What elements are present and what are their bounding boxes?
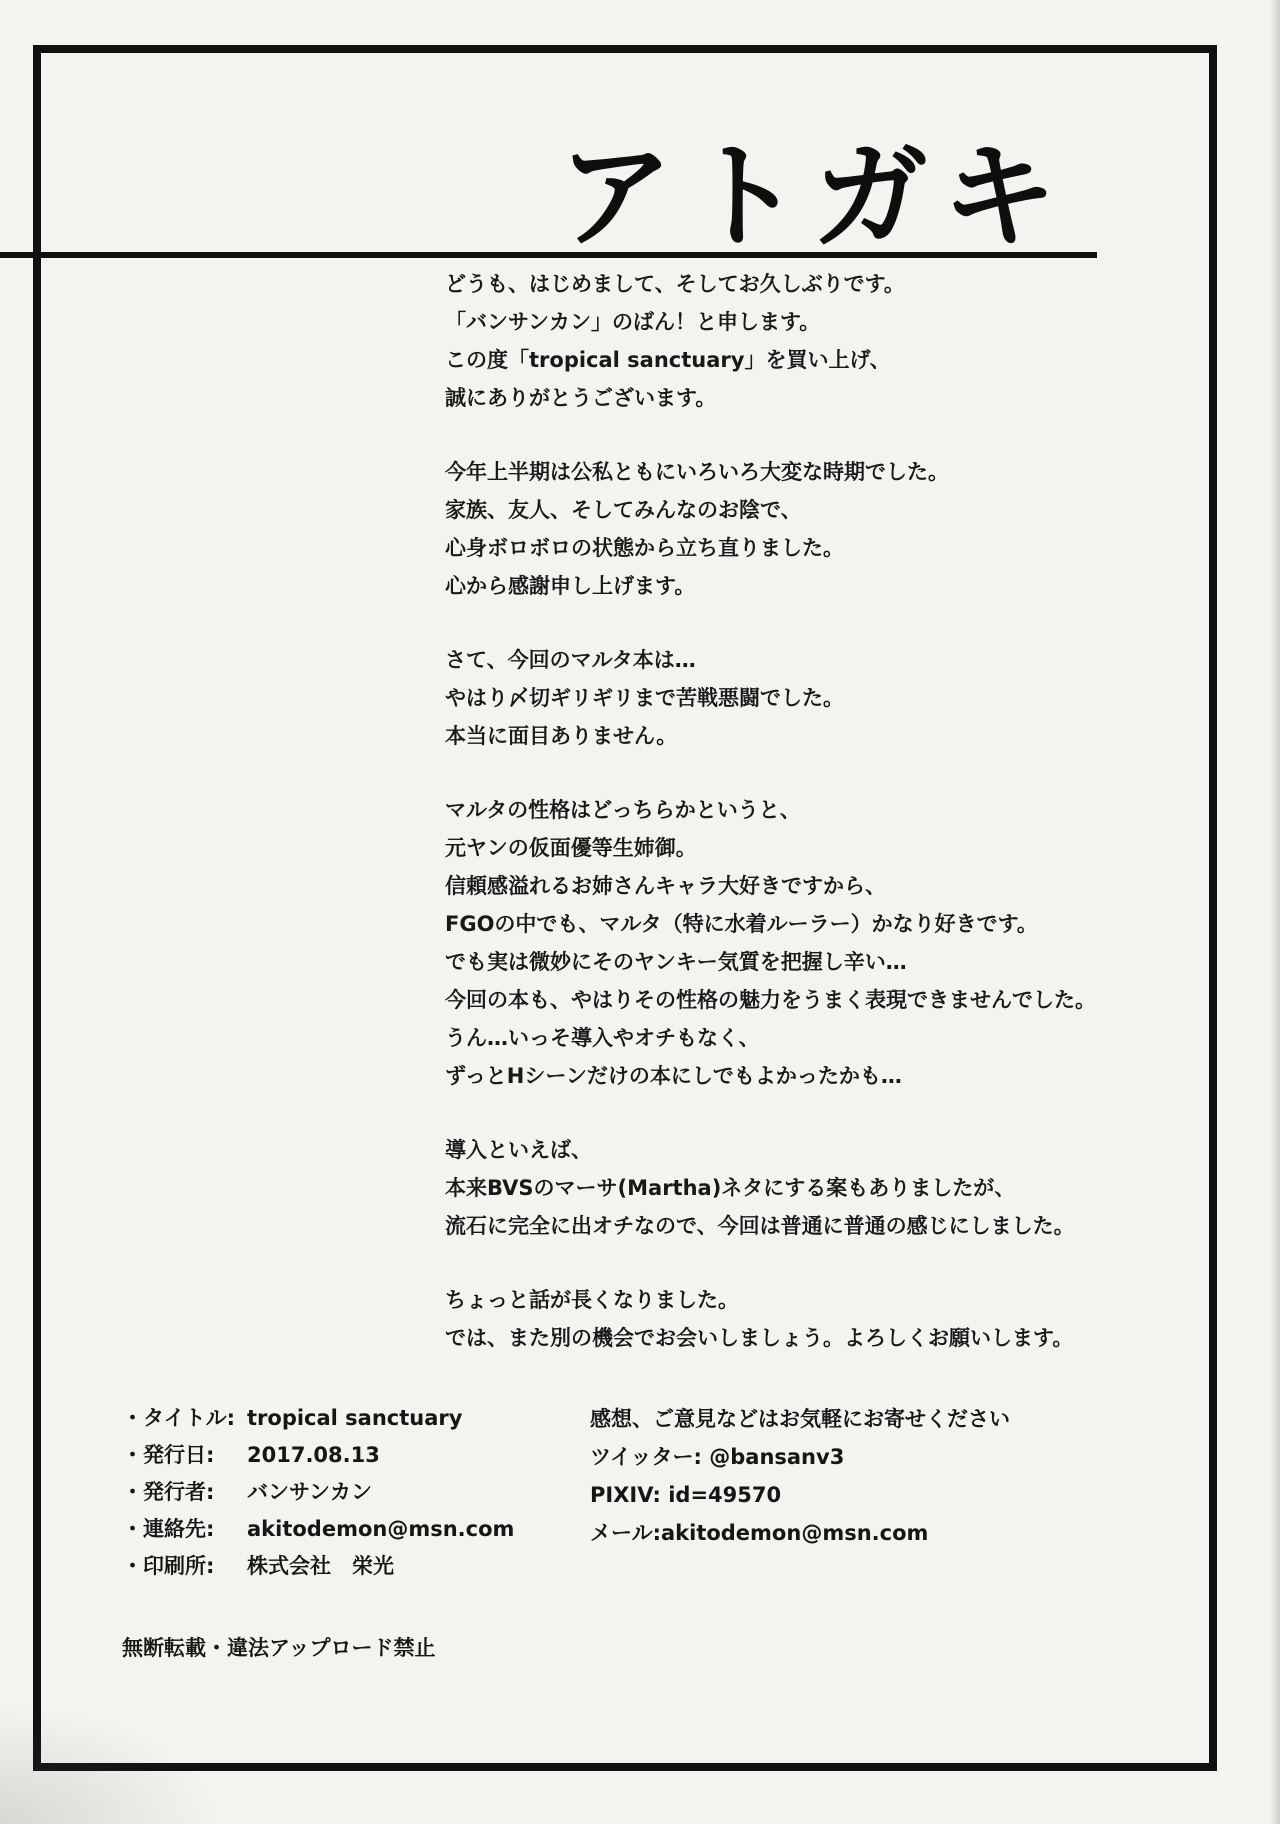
body-line: ずっとHシーンだけの本にしでもよかったかも… [445,1064,902,1088]
colophon-row-printer [122,1548,514,1585]
body-line: 心身ボロボロの状態から立ち直りました。 [445,536,844,560]
body-line: 信頼感溢れるお姉さんキャラ大好きですから、 [445,874,886,898]
afterword-title: アトガキ [558,130,1071,264]
email-address: メール:akitodemon@msn.com [590,1521,929,1545]
colophon-value: akitodemon@msn.com [247,1517,515,1541]
paragraph-intro-idea [445,1131,1096,1245]
body-line: 元ヤンの仮面優等生姉御。 [445,836,697,860]
colophon-row-title [122,1400,514,1437]
colophon-row-publisher [122,1474,514,1511]
body-line: 本来BVSのマーサ(Martha)ネタにする案もありましたが、 [445,1176,1016,1200]
twitter-handle: ツイッター: @bansanv3 [590,1445,845,1469]
colophon-label: ・印刷所: [122,1554,215,1578]
colophon-value: tropical sanctuary [247,1406,463,1430]
body-line: 家族、友人、そしてみんなのお陰で、 [445,498,802,522]
colophon-value: 2017.08.13 [247,1443,380,1467]
body-line: 今年上半期は公私ともにいろいろ大変な時期でした。 [445,460,949,484]
body-line: 流石に完全に出オチなので、今回は普通に普通の感じにしました。 [445,1214,1075,1238]
body-line: FGOの中でも、マルタ（特に水着ルーラー）かなり好きです。 [445,912,1038,936]
paragraph-character [445,791,1096,1095]
no-reproduction-notice: 無断転載・違法アップロード禁止 [122,1636,436,1660]
colophon-row-publish-date [122,1437,514,1474]
body-line: 「バンサンカン」のばん！と申します。 [445,310,821,334]
body-line: でも実は微妙にそのヤンキー気質を把握し辛い… [445,950,907,974]
colophon-label: ・発行者: [122,1480,215,1504]
scan-edge-artifact [1270,0,1280,1824]
colophon-row-contact [122,1511,514,1548]
pixiv-id: PIXIV: id=49570 [590,1483,782,1507]
colophon-label: ・タイトル: [122,1406,235,1430]
colophon-right-column [590,1400,1010,1552]
body-line: 導入といえば、 [445,1138,592,1162]
body-line: では、また別の機会でお会いしましょう。よろしくお願いします。 [445,1326,1074,1350]
feedback-invite: 感想、ご意見などはお気軽にお寄せください [590,1407,1010,1431]
body-line: この度「tropical sanctuary」を買い上げ、 [445,348,891,372]
body-line: ちょっと話が長くなりました。 [445,1288,739,1312]
paragraph-greeting [445,265,1096,417]
body-line: さて、今回のマルタ本は… [445,648,696,672]
body-line: やはり〆切ギリギリまで苦戦悪闘でした。 [445,686,844,710]
body-line: どうも、はじめまして、そしてお久しぶりです。 [445,272,905,296]
body-line: 本当に面目ありません。 [445,724,678,748]
body-line: 誠にありがとうございます。 [445,386,717,410]
afterword-body [445,265,1096,1357]
colophon-label: ・連絡先: [122,1517,215,1541]
colophon-label: ・発行日: [122,1443,215,1467]
colophon-value: バンサンカン [247,1480,372,1504]
body-line: うん…いっそ導入やオチもなく、 [445,1026,760,1050]
colophon-value: 株式会社 栄光 [247,1554,394,1578]
colophon-left-column [122,1400,514,1585]
paragraph-thanks [445,453,1096,605]
paragraph-deadline [445,641,1096,755]
body-line: 今回の本も、やはりその性格の魅力をうまく表現できませんでした。 [445,988,1096,1012]
body-line: 心から感謝申し上げます。 [445,574,696,598]
paragraph-closing [445,1281,1096,1357]
body-line: マルタの性格はどっちらかというと、 [445,798,801,822]
